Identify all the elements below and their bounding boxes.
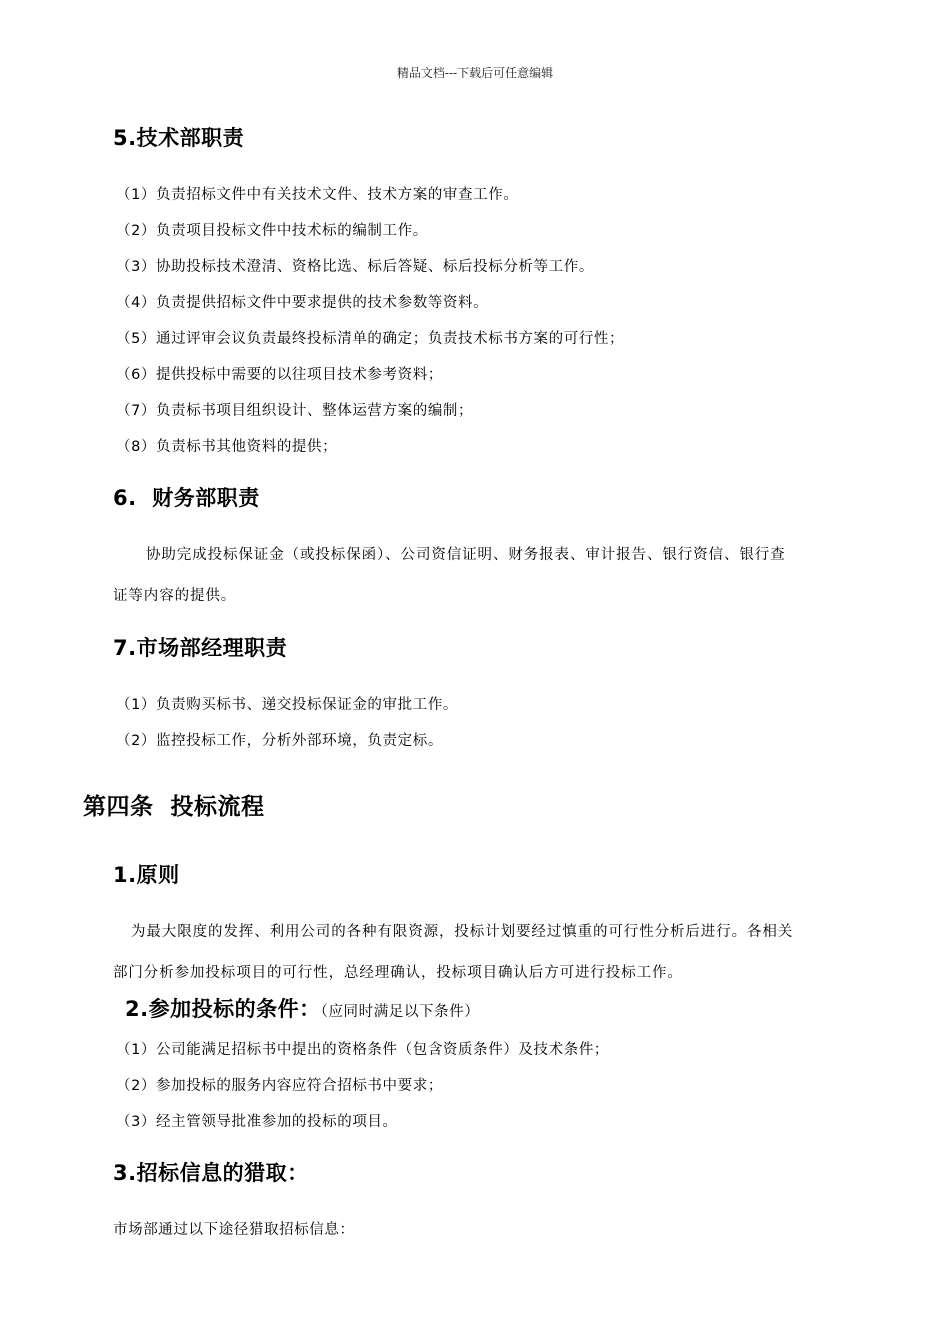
subsection-2-item-3: （3）经主管领导批准参加的投标的项目。 (116, 1114, 398, 1130)
subsection-2-item-1: （1）公司能满足招标书中提出的资格条件（包含资质条件）及技术条件； (116, 1042, 610, 1058)
subsection-2-item-2: （2）参加投标的服务内容应符合招标书中要求； (116, 1078, 443, 1094)
section-6-paragraph-line-2: 证等内容的提供。 (113, 588, 237, 604)
subsection-2-note: （应同时满足以下条件） (320, 1004, 480, 1020)
section-5-item-8: （8）负责标书其他资料的提供； (116, 439, 338, 455)
subsection-2-title: 2.参加投标的条件： (125, 997, 321, 1021)
article-4-title: 第四条 投标流程 (83, 794, 265, 820)
section-7-item-1: （1）负责购买标书、递交投标保证金的审批工作。 (116, 697, 459, 713)
section-7-title: 7.市场部经理职责 (113, 636, 288, 660)
section-5-item-7: （7）负责标书项目组织设计、整体运营方案的编制； (116, 403, 474, 419)
section-5-item-2: （2）负责项目投标文件中技术标的编制工作。 (116, 223, 428, 239)
subsection-1-paragraph-line-2: 部门分析参加投标项目的可行性，总经理确认，投标项目确认后方可进行投标工作。 (113, 965, 683, 981)
subsection-3-intro: 市场部通过以下途径猎取招标信息： (113, 1222, 355, 1238)
section-7-item-2: （2）监控投标工作，分析外部环境，负责定标。 (116, 733, 443, 749)
section-5-item-5: （5）通过评审会议负责最终投标清单的确定；负责技术标书方案的可行性； (116, 331, 625, 347)
section-5-item-4: （4）负责提供招标文件中要求提供的技术参数等资料。 (116, 295, 489, 311)
section-5-item-6: （6）提供投标中需要的以往项目技术参考资料； (116, 367, 443, 383)
subsection-3-title: 3.招标信息的猎取： (113, 1161, 309, 1185)
section-5-item-1: （1）负责招标文件中有关技术文件、技术方案的审查工作。 (116, 187, 519, 203)
section-6-paragraph-line-1: 协助完成投标保证金（或投标保函）、公司资信证明、财务报表、审计报告、银行资信、银行查 (146, 547, 786, 563)
section-5-title: 5.技术部职责 (113, 126, 245, 150)
subsection-1-title: 1.原则 (113, 863, 180, 887)
page-header: 精品文档---下载后可任意编辑 (396, 66, 554, 80)
subsection-2-heading (125, 993, 479, 1023)
section-6-title: 6. 财务部职责 (113, 486, 260, 510)
section-5-item-3: （3）协助投标技术澄清、资格比选、标后答疑、标后投标分析等工作。 (116, 259, 594, 275)
subsection-1-paragraph-line-1: 为最大限度的发挥、利用公司的各种有限资源，投标计划要经过慎重的可行性分析后进行。各相关 (131, 924, 794, 940)
